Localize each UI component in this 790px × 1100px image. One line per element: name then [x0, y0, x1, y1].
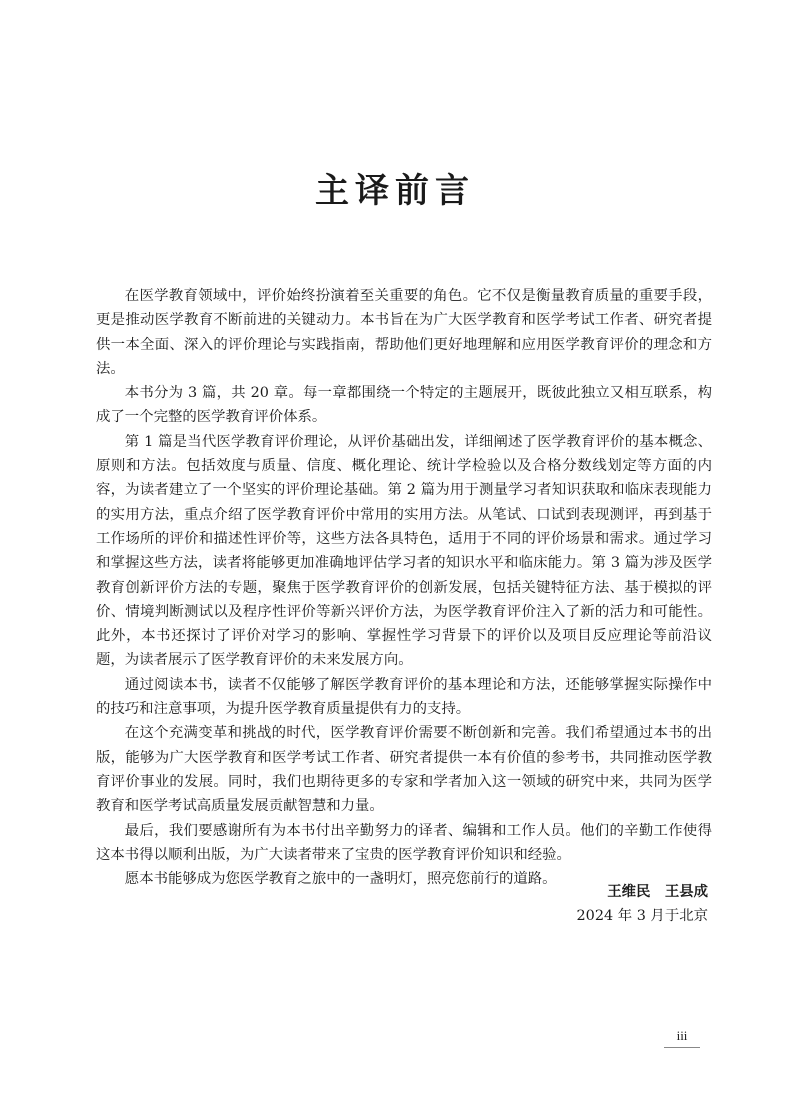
- translator-names: 王维民 王县成: [607, 884, 708, 900]
- paragraph-6: 最后，我们要感谢所有为本书付出辛勤努力的译者、编辑和工作人员。他们的辛勤工作使得这本书得以顺利出版，为广大读者带来了宝贵的医学教育评价知识和经验。: [96, 822, 712, 863]
- signature-date: 2024 年 3 月于北京: [576, 908, 708, 924]
- paragraph-4: 通过阅读本书，读者不仅能够了解医学教育评价的基本理论和方法，还能够掌握实际操作中的技巧和注意事项，为提升医学教育质量提供有力的支持。: [96, 676, 712, 718]
- signature-block: [577, 880, 708, 928]
- page-title: 主译前言: [315, 171, 475, 211]
- paragraph-7: 愿本书能够成为您医学教育之旅中的一盏明灯，照亮您前行的道路。: [124, 871, 557, 888]
- paragraph-3: 第 1 篇是当代医学教育评价理论，从评价基础出发，详细阐述了医学教育评价的基本概念、原则和方法。包括效度与质量、信度、概化理论、统计学检验以及合格分数线划定等方面的内容，为读者建立了一个坚实的评价理论基础。第 2 篇为用于测量学习者知识获取和临床表现能力的实用方法，重点介绍了医学教育评价中常用的实用方法。从笔试、口试到表现测评，再到基于工作场所的评价和描述性评价等，这些方法各具特色，适用于不同的评价场景和需求。通过学习和掌握这些方法，读者将能够更加准确地评估学习者的知识水平和临床能力。第 3 篇为涉及医学教育创新评价方法的专题，聚焦于医学教育评价的创新发展，包括关键特征方法、基于模拟的评价、情境判断测试以及程序性评价等新兴评价方法，为医学教育评价注入了新的活力和可能性。此外，本书还探讨了评价对学习的影响、掌握性学习背景下的评价以及项目反应理论等前沿议题，为读者展示了医学教育评价的未来发展方向。: [96, 433, 712, 669]
- paragraph-5: 在这个充满变革和挑战的时代，医学教育评价需要不断创新和完善。我们希望通过本书的出版，能够为广大医学教育和医学考试工作者、研究者提供一本有价值的参考书，共同推动医学教育评价事业的发展。同时，我们也期待更多的专家和学者加入这一领域的研究中来，共同为医学教育和医学考试高质量发展贡献智慧和力量。: [96, 725, 712, 815]
- paragraph-1: 在医学教育领域中，评价始终扮演着至关重要的角色。它不仅是衡量教育质量的重要手段，更是推动医学教育不断前进的关键动力。本书旨在为广大医学教育和医学考试工作者、研究者提供一本全面、深入的评价理论与实践指南，帮助他们更好地理解和应用医学教育评价的理念和方法。: [96, 288, 712, 377]
- page-number: iii: [664, 1028, 700, 1048]
- preface-body: [96, 284, 712, 891]
- paragraph-2: 本书分为 3 篇，共 20 章。每一章都围绕一个特定的主题展开，既彼此独立又相互联系，构成了一个完整的医学教育评价体系。: [96, 385, 712, 426]
